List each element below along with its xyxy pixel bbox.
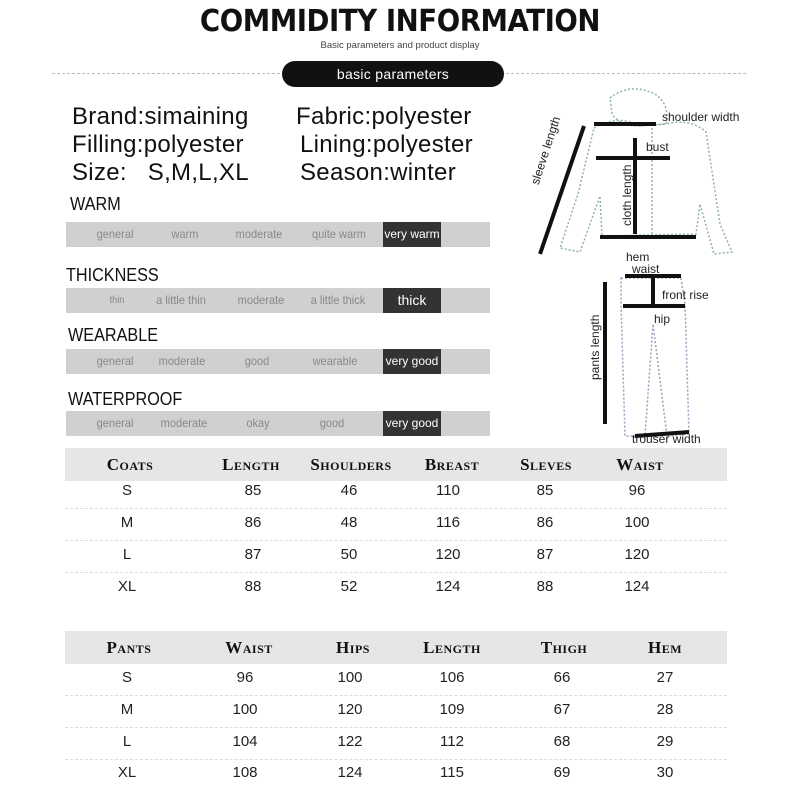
column-header: Thigh bbox=[540, 638, 588, 657]
table-row bbox=[65, 695, 727, 728]
table-cell: S bbox=[121, 482, 133, 499]
column-header: Breast bbox=[424, 455, 480, 474]
rating-option-selected: very warm bbox=[383, 222, 441, 247]
coat-diagram bbox=[520, 84, 790, 264]
column-header: Waist bbox=[616, 455, 664, 474]
pants-size-table bbox=[65, 631, 727, 791]
rating-label-thickness: THICKNESS bbox=[66, 265, 159, 285]
table-row bbox=[65, 476, 727, 509]
table-cell: S bbox=[121, 669, 133, 686]
table-cell: 86 bbox=[244, 514, 262, 531]
rating-option: warm bbox=[171, 227, 199, 241]
rating-bar-warm bbox=[66, 222, 490, 247]
table-cell: 112 bbox=[440, 733, 464, 750]
label-trouser-width: trouser width bbox=[632, 432, 701, 446]
rating-option: moderate bbox=[158, 354, 206, 368]
rating-option-selected: thick bbox=[383, 288, 441, 313]
table-cell: 27 bbox=[656, 669, 674, 686]
rating-option: okay bbox=[246, 416, 270, 430]
table-cell: 116 bbox=[436, 514, 460, 531]
table-cell: 86 bbox=[536, 514, 554, 531]
rating-option: thin bbox=[109, 295, 125, 306]
table-cell: 96 bbox=[628, 482, 646, 499]
table-cell: 110 bbox=[436, 482, 460, 499]
table-row bbox=[65, 727, 727, 760]
table-cell: 100 bbox=[232, 701, 258, 718]
table-cell: 87 bbox=[536, 546, 554, 563]
rating-option-selected: very good bbox=[383, 349, 441, 374]
section-pill: basic parameters bbox=[282, 61, 504, 87]
param-filling: Filling:polyester bbox=[72, 131, 244, 158]
table-cell: 120 bbox=[624, 546, 650, 563]
table-row bbox=[65, 540, 727, 573]
rating-label-wearable: WEARABLE bbox=[68, 325, 159, 345]
rating-option: general bbox=[96, 416, 134, 430]
table-cell: 106 bbox=[439, 669, 465, 686]
page-title: COMMIDITY INFORMATION bbox=[199, 4, 601, 39]
table-cell: 124 bbox=[337, 764, 363, 781]
page-subtitle: Basic parameters and product display bbox=[320, 40, 480, 51]
rating-bar-thickness bbox=[66, 288, 490, 313]
table-cell: 108 bbox=[232, 764, 258, 781]
rating-label-warm: WARM bbox=[70, 194, 121, 214]
rating-option: quite warm bbox=[312, 227, 366, 241]
rating-option: a little thin bbox=[156, 293, 206, 307]
table-cell: 96 bbox=[236, 669, 254, 686]
table-cell: 67 bbox=[553, 701, 571, 718]
column-header: Pants bbox=[106, 638, 152, 657]
param-fabric: Fabric:polyester bbox=[296, 103, 472, 130]
table-row bbox=[65, 572, 727, 604]
table-cell: 85 bbox=[244, 482, 262, 499]
table-cell: L bbox=[122, 733, 132, 750]
column-header: Waist bbox=[225, 638, 273, 657]
label-shoulder-width: shoulder width bbox=[662, 110, 740, 124]
table-cell: M bbox=[120, 701, 134, 718]
column-header: Hips bbox=[336, 638, 370, 657]
table-cell: 46 bbox=[340, 482, 358, 499]
table-row bbox=[65, 758, 727, 790]
param-brand: Brand:simaining bbox=[72, 103, 249, 130]
jacket-illustration bbox=[520, 84, 790, 264]
table-cell: 100 bbox=[337, 669, 363, 686]
table-cell: 29 bbox=[656, 733, 674, 750]
rating-option: general bbox=[96, 227, 134, 241]
table-cell: 122 bbox=[337, 733, 363, 750]
rating-label-waterproof: WATERPROOF bbox=[68, 389, 183, 409]
label-hip: hip bbox=[654, 312, 671, 326]
rating-option: wearable bbox=[312, 354, 358, 368]
rating-option: moderate bbox=[235, 227, 283, 241]
table-cell: 66 bbox=[553, 669, 571, 686]
divider-right bbox=[506, 73, 746, 74]
table-cell: M bbox=[120, 514, 134, 531]
column-header: Coats bbox=[106, 455, 154, 474]
table-cell: 109 bbox=[439, 701, 465, 718]
table-cell: 28 bbox=[656, 701, 674, 718]
column-header: Length bbox=[423, 638, 481, 657]
rating-bar-waterproof bbox=[66, 411, 490, 436]
param-size: Size: S,M,L,XL bbox=[72, 159, 249, 186]
table-cell: 104 bbox=[232, 733, 258, 750]
table-cell: 85 bbox=[536, 482, 554, 499]
label-bust: bust bbox=[646, 140, 669, 154]
label-pants-length: pants length bbox=[588, 314, 602, 380]
table-cell: 100 bbox=[624, 514, 650, 531]
label-hem: hem bbox=[626, 250, 650, 264]
table-cell: 87 bbox=[244, 546, 262, 563]
table-cell: 50 bbox=[340, 546, 358, 563]
label-cloth-length: cloth length bbox=[620, 164, 634, 226]
rating-option: good bbox=[244, 354, 270, 368]
label-sleeve-length: sleeve length bbox=[528, 114, 564, 187]
rating-option: moderate bbox=[160, 416, 208, 430]
table-header bbox=[65, 631, 727, 664]
table-cell: 120 bbox=[435, 546, 461, 563]
table-cell: 69 bbox=[553, 764, 571, 781]
table-row bbox=[65, 508, 727, 541]
table-row bbox=[65, 663, 727, 696]
table-cell: 88 bbox=[244, 578, 262, 595]
table-cell: 52 bbox=[340, 578, 358, 595]
rating-option: general bbox=[96, 354, 134, 368]
table-cell: 48 bbox=[340, 514, 358, 531]
label-front-rise: front rise bbox=[662, 288, 709, 302]
table-cell: 30 bbox=[656, 764, 674, 781]
rating-bar-wearable bbox=[66, 349, 490, 374]
table-cell: 124 bbox=[435, 578, 461, 595]
table-cell: 88 bbox=[536, 578, 554, 595]
param-lining: Lining:polyester bbox=[300, 131, 473, 158]
rating-option: a little thick bbox=[310, 293, 366, 307]
table-cell: L bbox=[122, 546, 132, 563]
table-cell: XL bbox=[117, 578, 137, 595]
param-season: Season:winter bbox=[300, 159, 456, 186]
rating-option: good bbox=[319, 416, 345, 430]
table-cell: 124 bbox=[624, 578, 650, 595]
table-cell: 120 bbox=[337, 701, 363, 718]
divider-left bbox=[52, 73, 280, 74]
column-header: Shoulders bbox=[310, 455, 392, 474]
label-waist: waist bbox=[632, 262, 660, 276]
table-cell: 115 bbox=[440, 764, 464, 781]
column-header: Length bbox=[222, 455, 280, 474]
table-cell: 68 bbox=[553, 733, 571, 750]
rating-option-selected: very good bbox=[383, 411, 441, 436]
rating-option: moderate bbox=[237, 293, 285, 307]
column-header: Sleves bbox=[520, 455, 572, 474]
table-cell: XL bbox=[117, 764, 137, 781]
coats-size-table bbox=[65, 448, 727, 604]
column-header: Hem bbox=[647, 638, 683, 657]
